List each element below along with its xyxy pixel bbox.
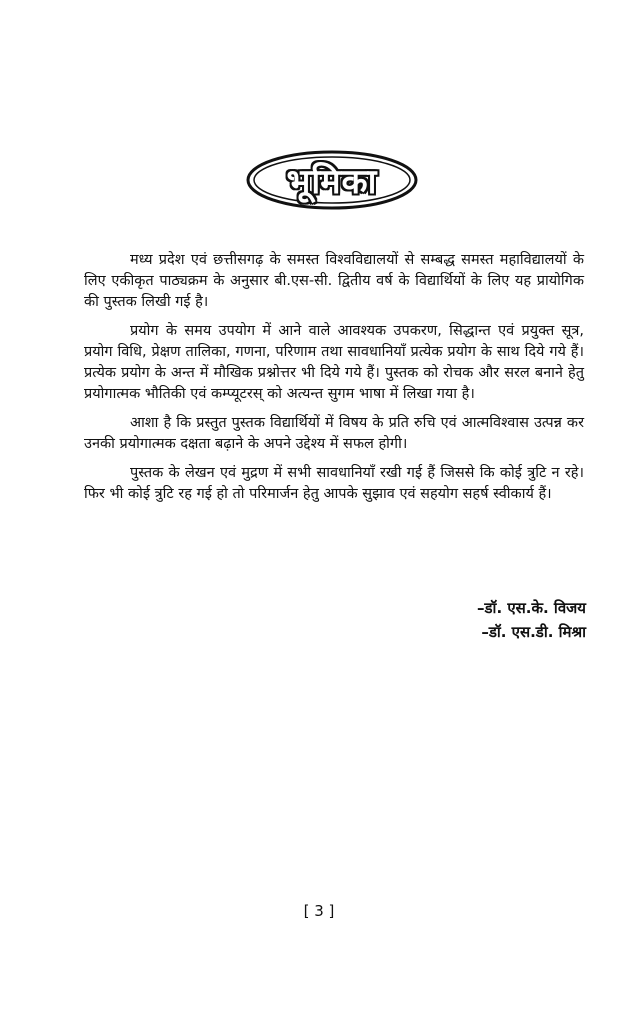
page-number: [ 3 ] bbox=[303, 902, 335, 920]
title-badge bbox=[244, 148, 420, 212]
page-title: भूमिका bbox=[286, 162, 378, 202]
signature-block bbox=[326, 596, 586, 644]
paragraph-3: आशा है कि प्रस्तुत पुस्तक विद्यार्थियों में विषय के प्रति रुचि एवं आत्मविश्वास उत्पन्न कर उनकी प्रयोगात्मक दक्षता बढ़ाने के अपने उद्देश्य में सफल होगी। bbox=[84, 415, 584, 452]
paragraph-2: प्रयोग के समय उपयोग में आने वाले आवश्यक उपकरण, सिद्धान्त एवं प्रयुक्त सूत्र, प्रयोग विधि, प्रेक्षण तालिका, गणना, परिणाम तथा सावधानियाँ प्रत्येक प्रयोग के साथ दिये गये हैं। प्रत्येक प्रयोग के अन्त में मौखिक प्रश्नोत्तर भी दिये गये हैं। पुस्तक को रोचक और सरल बनाने हेतु प्रयोगात्मक भौतिकी एवं कम्प्यूटरस् को अत्यन्त सुगम भाषा में लिखा गया है। bbox=[84, 323, 584, 402]
paragraph-1: मध्य प्रदेश एवं छत्तीसगढ़ के समस्त विश्वविद्यालयों से सम्बद्ध समस्त महाविद्यालयों के लिए एकीकृत पाठ्यक्रम के अनुसार बी.एस-सी. द्वितीय वर्ष के विद्यार्थियों के लिए यह प्रायोगिक की पुस्तक लिखी गई है। bbox=[84, 252, 584, 310]
paragraph-4: पुस्तक के लेखन एवं मुद्रण में सभी सावधानियाँ रखी गई हैं जिससे कि कोई त्रुटि न रहे। फिर भी कोई त्रुटि रह गई हो तो परिमार्जन हेतु आपके सुझाव एवं सहयोग सहर्ष स्वीकार्य हैं। bbox=[84, 465, 584, 502]
author-1: –डॉ. एस.के. विजय bbox=[477, 599, 586, 617]
preface-body bbox=[84, 250, 584, 513]
author-2: –डॉ. एस.डी. मिश्रा bbox=[481, 623, 586, 641]
